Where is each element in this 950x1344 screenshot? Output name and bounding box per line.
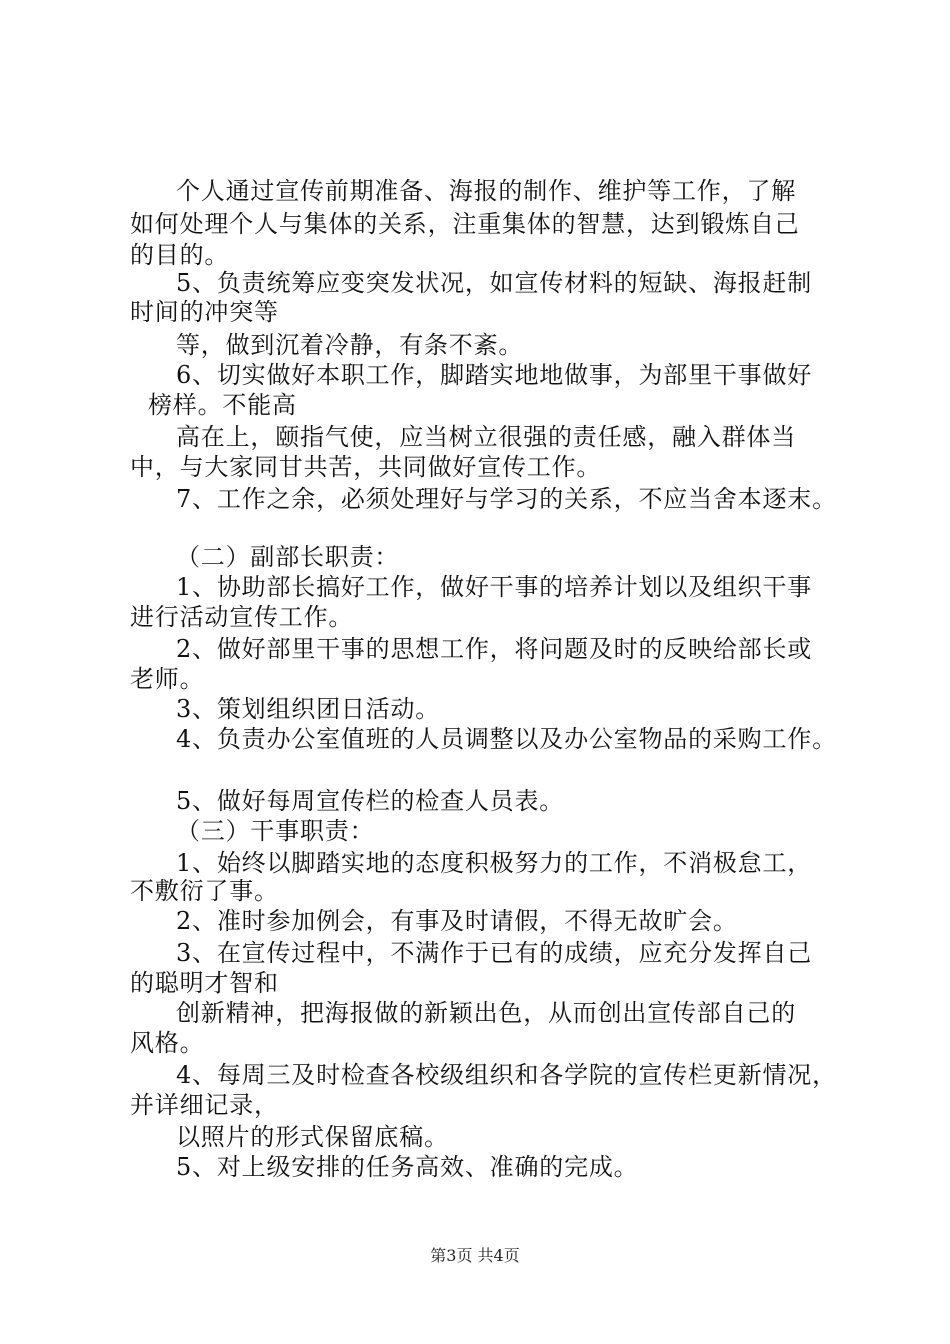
paragraph-line: 4、每周三及时检查各校级组织和各学院的宣传栏更新情况， (176, 1061, 837, 1089)
paragraph-line: 3、在宣传过程中，不满作于已有的成绩，应充分发挥自己 (176, 939, 813, 967)
paragraph-line: 2、做好部里干事的思想工作，将问题及时的反映给部长或 (176, 635, 813, 663)
paragraph-line: 2、准时参加例会，有事及时请假，不得无故旷会。 (176, 907, 738, 935)
paragraph-line: 的目的。 (130, 241, 230, 269)
section-heading: （二）副部长职责： (176, 543, 400, 571)
paragraph-line: 的聪明才智和 (130, 969, 279, 997)
paragraph-line: 7、工作之余，必须处理好与学习的关系，不应当舍本逐末。 (176, 485, 837, 513)
paragraph-line: 高在上，颐指气使，应当树立很强的责任感，融入群体当 (176, 423, 796, 451)
paragraph-line: 1、始终以脚踏实地的态度积极努力的工作，不消极怠工， (176, 849, 813, 877)
paragraph-line: 不敷衍了事。 (130, 877, 279, 905)
paragraph-line: 中，与大家同甘共苦，共同做好宣传工作。 (130, 453, 602, 481)
paragraph-line: 老师。 (130, 665, 205, 693)
paragraph-line: 6、切实做好本职工作，脚踏实地地做事，为部里干事做好 (176, 361, 813, 389)
section-heading: （三）干事职责： (176, 817, 375, 845)
paragraph-line: 风格。 (130, 1029, 205, 1057)
paragraph-line: 等，做到沉着冷静，有条不紊。 (176, 331, 524, 359)
paragraph-line: 时间的冲突等 (130, 298, 279, 326)
paragraph-line: 以照片的形式保留底稿。 (176, 1123, 449, 1151)
paragraph-line: 进行活动宣传工作。 (130, 603, 354, 631)
paragraph-line: 创新精神，把海报做的新颖出色，从而创出宣传部自己的 (176, 999, 796, 1027)
paragraph-line: 5、做好每周宣传栏的检查人员表。 (176, 787, 565, 815)
paragraph-line: 3、策划组织团日活动。 (176, 695, 441, 723)
paragraph-line: 个人通过宣传前期准备、海报的制作、维护等工作，了解 (176, 177, 796, 205)
paragraph-line: 5、负责统筹应变突发状况，如宣传材料的短缺、海报赶制 (176, 269, 813, 297)
paragraph-line: 并详细记录， (130, 1091, 279, 1119)
paragraph-line: 1、协助部长搞好工作，做好干事的培养计划以及组织干事 (176, 573, 813, 601)
page-number-footer: 第3页 共4页 (430, 1246, 520, 1265)
paragraph-line: 榜样。不能高 (148, 391, 297, 419)
paragraph-line: 如何处理个人与集体的关系，注重集体的智慧，达到锻炼自己 (130, 210, 800, 238)
paragraph-line: 5、对上级安排的任务高效、准确的完成。 (176, 1153, 639, 1181)
paragraph-line: 4、负责办公室值班的人员调整以及办公室物品的采购工作。 (176, 725, 837, 753)
